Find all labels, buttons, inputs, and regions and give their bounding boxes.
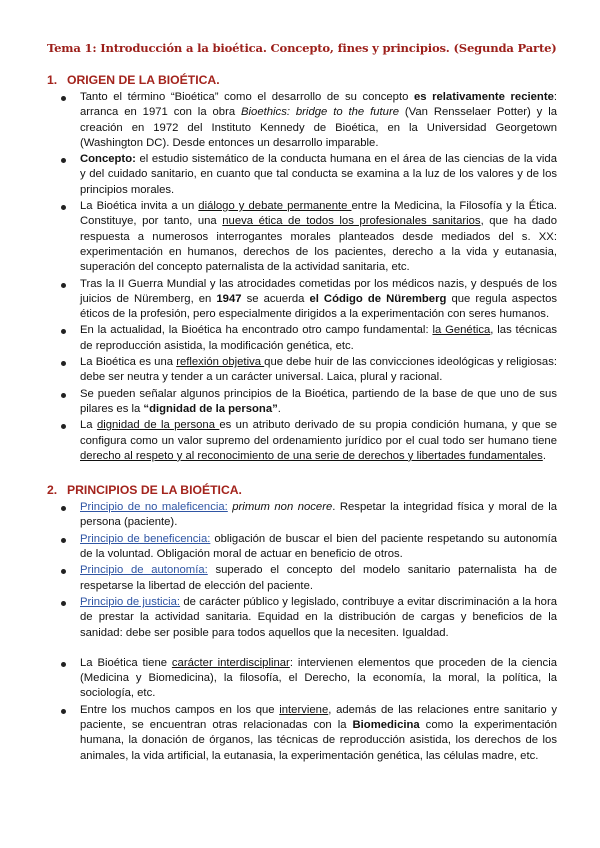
text-run: la Genética xyxy=(432,324,491,337)
text-run: La Bioética es una xyxy=(80,356,177,369)
text-run: nueva ética de todos los profesionales sanitarios xyxy=(222,215,481,228)
text-run: primum non nocere xyxy=(232,501,333,514)
bullet-list xyxy=(47,500,557,764)
principle-link[interactable]: Principio de justicia: xyxy=(80,595,181,608)
section-heading xyxy=(47,72,557,88)
list-item xyxy=(47,563,557,594)
text-run: (Van Rensselaer Potter) y la creación en 1972 del Instituto Kennedy de Bioética, en la Universidad Georgetown (Washington DC). Desde entonces un desarrollo imparable. xyxy=(80,106,558,149)
text-run: , además de las relaciones entre sanitario y paciente, se encuentran otras relacionadas con la xyxy=(80,703,557,731)
text-run: “dignidad de la persona” xyxy=(143,402,278,415)
bullet-list xyxy=(47,90,557,464)
list-item xyxy=(47,703,557,764)
text-run: reflexión objetiva xyxy=(176,356,265,369)
list-item xyxy=(47,355,557,386)
text-run: . Respetar la integridad física y moral de la persona (paciente). xyxy=(80,501,557,529)
principle-link[interactable]: Principio de beneficencia: xyxy=(80,532,211,545)
text-run: entre la Medicina, la Filosofía y la Ética. Constituye, por tanto, una xyxy=(80,200,557,228)
text-run: interviene xyxy=(279,703,329,716)
text-run: es relativamente reciente xyxy=(413,91,554,103)
text-run: Biomedicina xyxy=(352,718,420,731)
text-run: Tanto el término “Bioética” como el desarrollo de su concepto xyxy=(80,91,414,103)
text-run: como la experimentación humana, la donación de órganos, las técnicas de reproducción asistida, los derechos de los animales, la vida artificial, la eutanasia, la experimentación genética, las células madre, etc. xyxy=(80,718,557,762)
text-run: el Código de Nüremberg xyxy=(309,292,447,305)
text-run: Tras la II Guerra Mundial y las atrocidades cometidas por los médicos nazis, y después de los juicios de Nüremberg, en xyxy=(80,277,557,305)
text-run: . xyxy=(277,402,281,415)
text-run: que debe huir de las convicciones ideológicas y religiosas: debe ser neutra y tender a un carácter universal. Laica, plural y racional. xyxy=(80,356,558,384)
list-item xyxy=(47,656,557,702)
section-principios xyxy=(47,482,557,764)
list-item xyxy=(47,387,557,418)
document-title: Tema 1: Introducción a la bioética. Concepto, fines y principios. (Segunda Parte) xyxy=(47,41,557,55)
section-number: 2. xyxy=(47,483,58,498)
list-item xyxy=(47,500,557,531)
text-run: : intervienen elementos que proceden de la ciencia (Medicina y Biomedicina), la filosofía, el Derecho, la economía, la moral, la política, la sociología, etc. xyxy=(80,656,557,700)
text-run: diálogo y debate permanente xyxy=(198,200,352,213)
text-run: Entre los muchos campos en los que xyxy=(80,703,280,716)
principle-link[interactable]: Principio de autonomía: xyxy=(80,564,208,577)
list-item xyxy=(47,277,557,323)
section-origen xyxy=(47,72,557,464)
text-run: dignidad de la persona xyxy=(96,419,220,432)
text-run: obligación de buscar el bien del paciente respetando su autonomía de la voluntad. Obligación moral de actuar en beneficio de otros. xyxy=(80,532,558,561)
text-run: el estudio sistemático de la conducta humana en el área de las ciencias de la vida y del cuidado sanitario, en cuanto que tal conducta se examina a la luz de los valores y de los principios morales. xyxy=(80,153,557,196)
list-item xyxy=(47,418,557,464)
text-run: La Bioética tiene xyxy=(80,656,172,669)
text-run: carácter interdisciplinar xyxy=(171,656,290,669)
section-heading-text: PRINCIPIOS DE LA BIOÉTICA. xyxy=(67,483,242,498)
section-number: 1. xyxy=(47,73,58,87)
text-run: , las técnicas de reproducción asistida, la modificación genética, etc. xyxy=(80,324,557,352)
text-run: La Bioética invita a un xyxy=(80,200,199,213)
text-run: Concepto: xyxy=(80,153,136,166)
section-heading-text: ORIGEN DE LA BIOÉTICA. xyxy=(67,73,220,87)
list-item xyxy=(47,152,557,198)
text-run: Bioethics: bridge to the future xyxy=(241,106,400,119)
text-run: . xyxy=(542,449,546,462)
text-run: Se pueden señalar algunos principios de la Bioética, partiendo de la base de que uno de sus pilares es la xyxy=(80,387,557,415)
text-run: que regula aspectos éticos de la profesión, pero especialmente dirigidos a la experimentación con seres humanos. xyxy=(80,292,558,321)
text-run: de carácter público y legislado, contribuye a evitar discriminación a la hora de prestar la actividad sanitaria. Equidad en la distribución de cargas y beneficios de la sanidad: debe ser posible para todos aquellos que la necesiten. Igualdad. xyxy=(80,595,557,639)
text-run: , que ha dado respuesta a numerosos interrogantes morales planteados desde mediados del s. XX: experimentación en humanos, derechos de los pacientes, derecho a la vida y eutanasia, superación del concepto paternalista de la actividad sanitaria, etc. xyxy=(80,215,557,274)
list-item xyxy=(47,595,557,641)
text-run: 1947 xyxy=(216,292,242,305)
list-item xyxy=(47,199,557,275)
text-run: es un atributo derivado de su propia condición humana, y que se configura como un valor supremo del ordenamiento jurídico por el cual todo ser humano tiene xyxy=(80,419,557,447)
text-run: derecho al respeto y al reconocimiento de una serie de derechos y libertades fundamentales xyxy=(80,449,543,462)
principle-link[interactable]: Principio de no maleficencia: xyxy=(80,501,228,514)
list-item xyxy=(47,90,557,151)
list-item xyxy=(47,323,557,354)
text-run: La xyxy=(80,419,97,432)
text-run: : arranca en 1971 con la obra xyxy=(80,91,557,119)
list-item xyxy=(47,532,557,563)
text-run: superado el concepto del modelo sanitario paternalista ha de respetarse la libertad de elección del paciente. xyxy=(80,564,557,592)
text-run: En la actualidad, la Bioética ha encontrado otro campo fundamental: xyxy=(80,324,433,337)
text-run: se acuerda xyxy=(241,292,310,305)
section-heading xyxy=(47,482,557,498)
